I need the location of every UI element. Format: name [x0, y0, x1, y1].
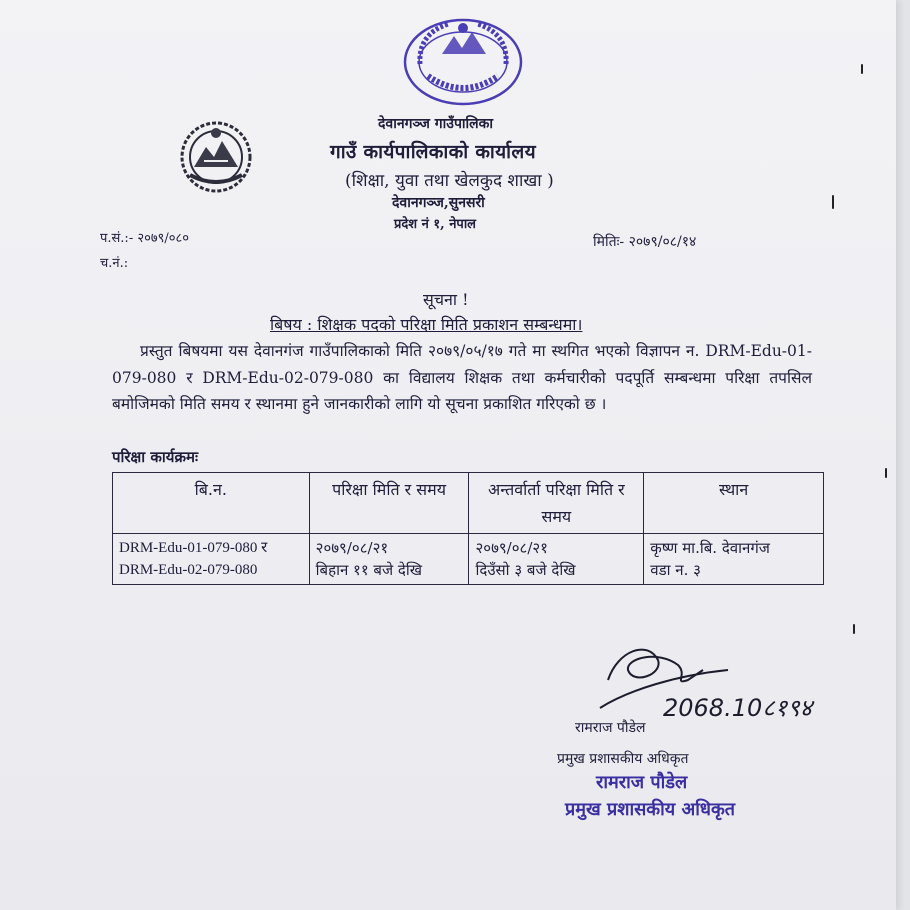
column-header-interview-datetime: अन्तर्वार्ता परिक्षा मिति र समय	[469, 473, 644, 534]
signatory-role: प्रमुख प्रशासकीय अधिकृत	[557, 751, 689, 767]
column-header-exam-datetime: परिक्षा मिति र समय	[309, 473, 469, 534]
exam-program-label: परिक्षा कार्यक्रमः	[112, 448, 199, 466]
cell-interview-datetime	[469, 534, 644, 585]
column-header-advert-no: बि.न.	[113, 473, 310, 534]
margin-mark	[885, 468, 887, 478]
office-name: देवानगञ्ज गाउँपालिका	[378, 116, 494, 132]
exam-time: बिहान ११ बजे देखि	[315, 561, 423, 579]
stamp-signatory-name: रामराज पौडेल	[596, 772, 688, 793]
table-row	[113, 534, 824, 585]
margin-mark	[832, 195, 834, 209]
reference-number: प.सं.:- २०७९/०८०	[100, 231, 190, 246]
dispatch-number: च.नं.:	[100, 256, 129, 271]
margin-mark	[853, 624, 855, 634]
handwritten-signature	[588, 630, 818, 730]
signatory-name: रामराज पौडेल	[575, 720, 646, 736]
government-emblem-icon	[176, 117, 256, 197]
stamp-signatory-role: प्रमुख प्रशासकीय अधिकृत	[565, 799, 736, 820]
document-date: मितिः- २०७९/०८/१४	[593, 234, 697, 250]
cell-exam-datetime	[309, 534, 469, 585]
venue-ward: वडा न. ३	[650, 561, 701, 579]
cell-venue	[644, 534, 824, 585]
exam-schedule-table	[112, 472, 824, 585]
office-address: देवानगञ्ज,सुनसरी	[392, 195, 485, 211]
interview-date: २०७९/०८/२१	[475, 539, 548, 557]
column-header-venue: स्थान	[644, 473, 824, 534]
office-province: प्रदेश नं १, नेपाल	[394, 217, 476, 232]
interview-time: दिउँसो ३ बजे देखि	[475, 561, 576, 579]
office-seal-stamp	[398, 14, 528, 114]
cell-advert-no: DRM-Edu-01-079-080 र DRM-Edu-02-079-080	[113, 534, 310, 585]
office-title: गाउँ कार्यपालिकाको कार्यालय	[330, 141, 536, 163]
notice-subject: बिषय : शिक्षक पदको परिक्षा मिति प्रकाशन सम्बन्धमा।	[270, 315, 583, 334]
table-header-row	[113, 473, 824, 534]
handwritten-date: 2068.10८१९४	[663, 694, 813, 722]
margin-mark	[861, 64, 863, 74]
notice-body: प्रस्तुत बिषयमा यस देवानगंज गाउँपालिकाको मिति २०७९/०५/१७ गते मा स्थगित भएको विज्ञापन न. DRM-Edu-01-079-080 र DRM-Edu-02-079-080 का विद्यालय शिक्षक तथा कर्मचारीको पदपूर्ति सम्बन्धमा परिक्षा तपसिल बमोजिमको मिति समय र स्थानमा हुने जानकारीको लागि यो सूचना प्रकाशित गरिएको छ ।	[112, 342, 812, 413]
office-branch: (शिक्षा, युवा तथा खेलकुद शाखा )	[345, 171, 554, 191]
venue-school: कृष्ण मा.बि. देवानगंज	[650, 539, 770, 557]
notice-heading: सूचना !	[423, 290, 469, 309]
exam-date: २०७९/०८/२१	[315, 539, 389, 557]
